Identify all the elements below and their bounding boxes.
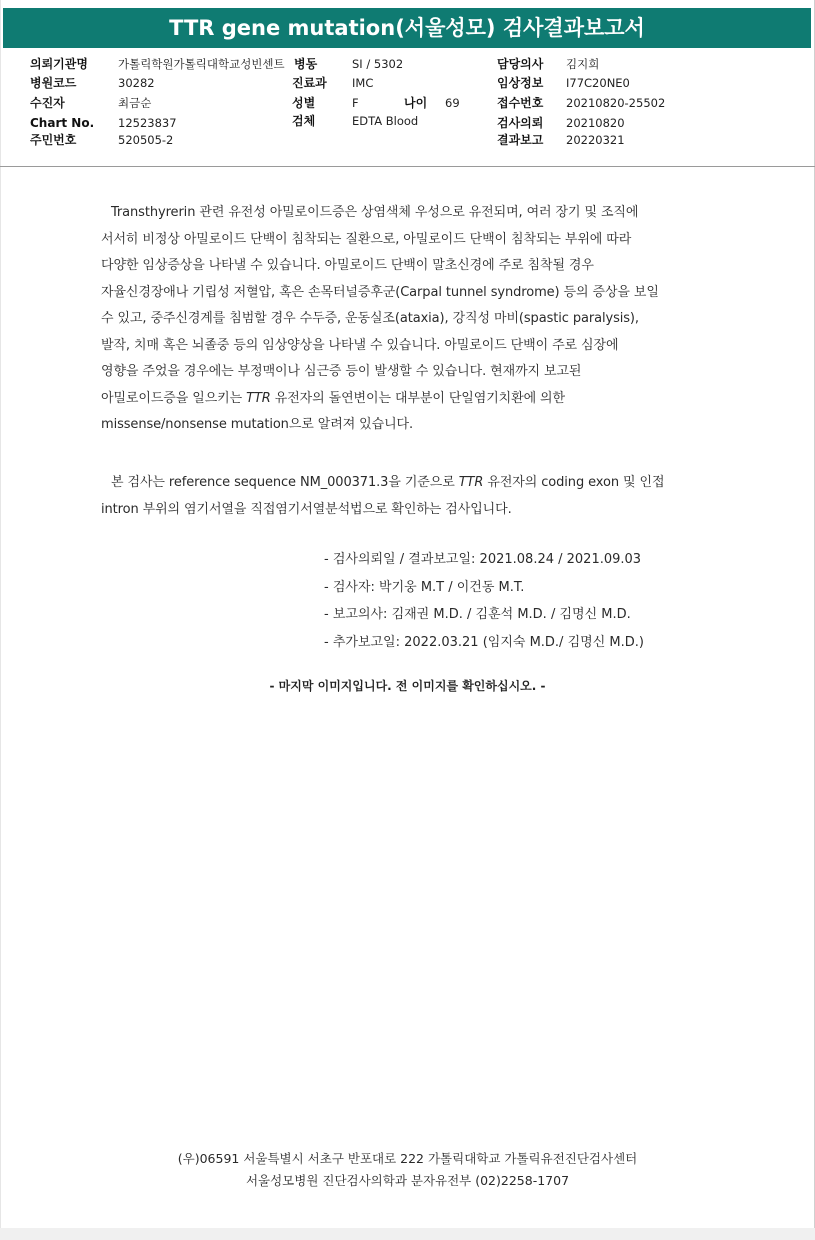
report-meta-list [324, 546, 744, 656]
chart-no-value: 12523837 [118, 116, 177, 130]
footer-department: 서울성모병원 진단검사의학과 분자유전부 (02)2258-1707 [245, 1173, 570, 1188]
paragraph-line: 다양한 임상증상을 나타낼 수 있습니다. 아밀로이드 단백이 말초신경에 주로 침착될 경우 [101, 258, 594, 273]
result-date-label: 결과보고 [497, 133, 544, 147]
gene-name: TTR [458, 475, 484, 490]
paragraph-line: 본 검사는 reference sequence NM_000371.3을 기준으로 [111, 475, 459, 490]
collector-label: 수진자 [30, 96, 65, 110]
ward-value: SI / 5302 [352, 57, 404, 71]
request-date-value: 20210820 [566, 116, 625, 130]
test-dates: - 검사의뢰일 / 결과보고일: 2021.08.24 / 2021.09.03 [324, 552, 642, 567]
footer-address: (우)06591 서울특별시 서초구 반포대로 222 가톨릭대학교 가톨릭유전진단검사센터 [177, 1151, 638, 1166]
paragraph-line: 서서히 비정상 아밀로이드 단백이 침착되는 질환으로, 아밀로이드 단백이 침착되는 부위에 따라 [101, 231, 632, 247]
dept-value: IMC [352, 76, 374, 90]
description-paragraph [101, 200, 731, 439]
paragraph-line: 유전자의 coding exon 및 인접 [483, 475, 665, 490]
hospital-code-value: 30282 [118, 76, 155, 90]
method-paragraph [101, 470, 731, 523]
institution-value: 가톨릭학원가톨릭대학교성빈센트 [118, 57, 285, 71]
receipt-no-value: 20210820-25502 [566, 96, 666, 110]
addendum-date: - 추가보고일: 2022.03.21 (임지숙 M.D./ 김명신 M.D.) [324, 634, 644, 650]
age-label: 나이 [404, 96, 428, 110]
ward-label: 병동 [294, 57, 318, 71]
footer [0, 1148, 815, 1192]
paragraph-line: 영향을 주었을 경우에는 부정맥이나 심근증 등이 발생할 수 있습니다. 현재까지 보고된 [101, 364, 582, 379]
resident-no-value: 520505-2 [118, 133, 174, 147]
patient-info-grid [0, 52, 815, 167]
dept-label: 진료과 [292, 76, 327, 90]
paragraph-line: 유전자의 돌연변이는 대부분이 단일염기치환에 의한 [270, 390, 565, 406]
paragraph-line: 자율신경장애나 기립성 저혈압, 혹은 손목터널증후군(Carpal tunnel syndrome) 등의 증상을 보일 [101, 284, 659, 300]
result-date-value: 20220321 [566, 133, 625, 147]
institution-label: 의뢰기관명 [30, 57, 88, 71]
sex-value: F [352, 96, 359, 110]
specimen-label: 검체 [292, 114, 316, 128]
paragraph-line: 수 있고, 중주신경계를 침범할 경우 수두증, 운동실조(ataxia), 강직성 마비(spastic paralysis), [101, 311, 639, 326]
collector-value: 최금순 [118, 96, 152, 110]
testers: - 검사자: 박기웅 M.T / 이건동 M.T. [324, 579, 525, 595]
paragraph-line: intron 부위의 염기서열을 직접염기서열분석법으로 확인하는 검사입니다. [101, 501, 512, 517]
paragraph-line: 아밀로이드증을 일으키는 [101, 390, 247, 406]
gene-name: TTR [246, 390, 271, 406]
age-value: 69 [445, 96, 460, 110]
resident-no-label: 주민번호 [30, 133, 77, 147]
doctor-label: 담당의사 [497, 57, 544, 71]
paragraph-line: Transthyrerin 관련 유전성 아밀로이드증은 상염색체 우성으로 유전되며, 여러 장기 및 조직에 [111, 205, 639, 220]
paragraph-line: missense/nonsense mutation으로 알려져 있습니다. [101, 417, 414, 432]
doctor-value: 김지희 [566, 57, 600, 71]
hospital-code-label: 병원코드 [30, 76, 77, 90]
paragraph-line: 발작, 치매 혹은 뇌졸중 등의 임상양상을 나타낼 수 있습니다. 아밀로이드 단백이 주로 심장에 [101, 337, 619, 353]
clinical-info-label: 임상정보 [497, 76, 544, 90]
clinical-info-value: I77C20NE0 [566, 76, 630, 90]
receipt-no-label: 접수번호 [497, 96, 544, 110]
viewer-bottom-strip [0, 1228, 815, 1240]
last-image-notice: - 마지막 이미지입니다. 전 이미지를 확인하십시오. - [269, 679, 546, 693]
specimen-value: EDTA Blood [352, 114, 419, 128]
request-date-label: 검사의뢰 [497, 116, 544, 130]
reporting-physicians: - 보고의사: 김재권 M.D. / 김훈석 M.D. / 김명신 M.D. [324, 607, 631, 622]
report-title: TTR gene mutation(서울성모) 검사결과보고서 [3, 8, 811, 48]
chart-no-label: Chart No. [30, 116, 95, 130]
sex-label: 성별 [292, 96, 316, 110]
